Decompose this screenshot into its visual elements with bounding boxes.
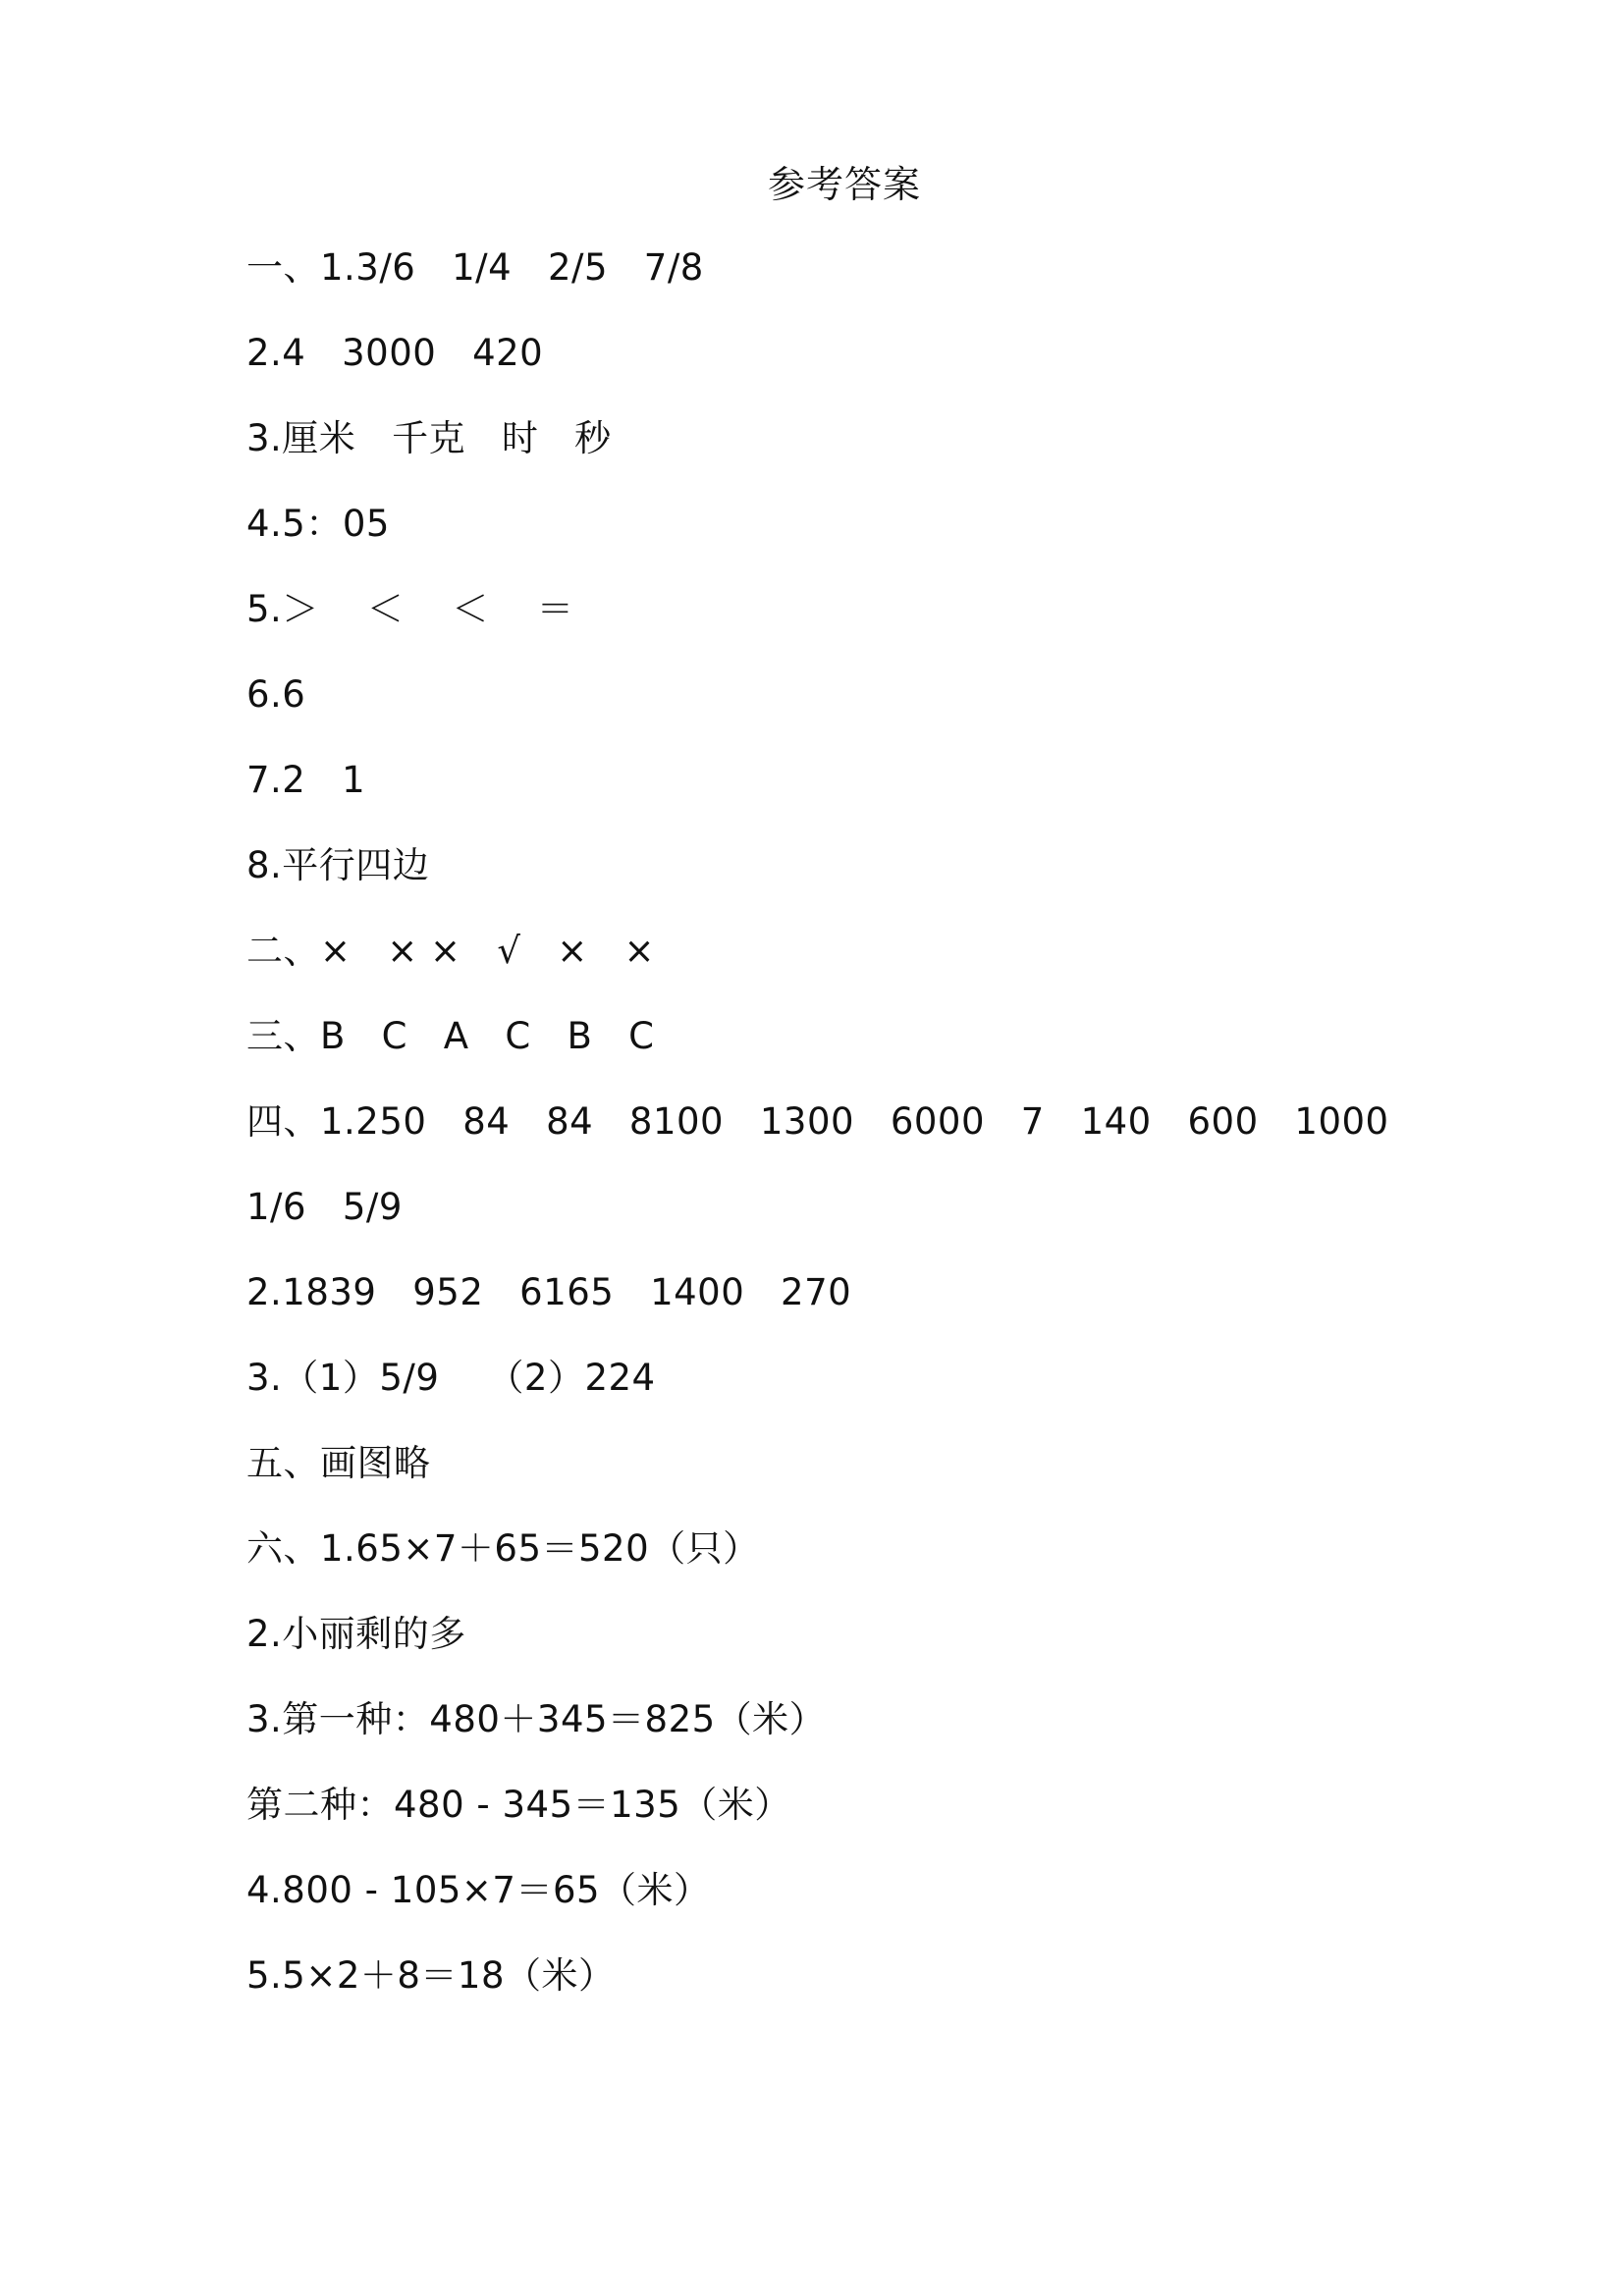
answer-line-section6-q3a: 3.第一种：480＋345＝825（米） — [246, 1698, 827, 1740]
page-title: 参考答案 — [767, 163, 921, 206]
answer-line-section4-q3: 3.（1）5/9 （2）224 — [246, 1357, 656, 1399]
answer-line-section1-q4: 4.5：05 — [246, 503, 390, 545]
answer-line-section1-q6: 6.6 — [246, 673, 306, 716]
answer-line-section6-q4: 4.800 - 105×7＝65（米） — [246, 1869, 711, 1911]
answer-line-section6-q3b: 第二种：480 - 345＝135（米） — [246, 1784, 791, 1826]
answer-line-section1-q2: 2.4 3000 420 — [246, 332, 544, 374]
answer-line-section5: 五、画图略 — [246, 1442, 431, 1484]
answer-line-section4-q2: 2.1839 952 6165 1400 270 — [246, 1271, 852, 1313]
answer-line-section1-q8: 8.平行四边 — [246, 844, 430, 886]
answer-line-section6-q1: 六、1.65×7＋65＝520（只） — [246, 1527, 760, 1570]
answer-line-section1-q1: 一、1.3/6 1/4 2/5 7/8 — [246, 246, 704, 289]
answer-line-section6-q2: 2.小丽剩的多 — [246, 1613, 466, 1655]
answer-line-section4-q1-cont: 1/6 5/9 — [246, 1186, 403, 1228]
answer-list — [246, 240, 1389, 2034]
answer-line-section1-q5: 5.＞ ＜ ＜ ＝ — [246, 588, 574, 630]
answer-line-section2: 二、× × × √ × × — [246, 930, 655, 972]
answer-line-section4-q1: 四、1.250 84 84 8100 1300 6000 7 140 600 1000 — [246, 1100, 1389, 1143]
answer-line-section3: 三、B C A C B C — [246, 1015, 655, 1057]
answer-line-section1-q7: 7.2 1 — [246, 759, 366, 801]
answer-line-section6-q5: 5.5×2＋8＝18（米） — [246, 1954, 616, 1997]
answer-line-section1-q3: 3.厘米 千克 时 秒 — [246, 417, 612, 459]
